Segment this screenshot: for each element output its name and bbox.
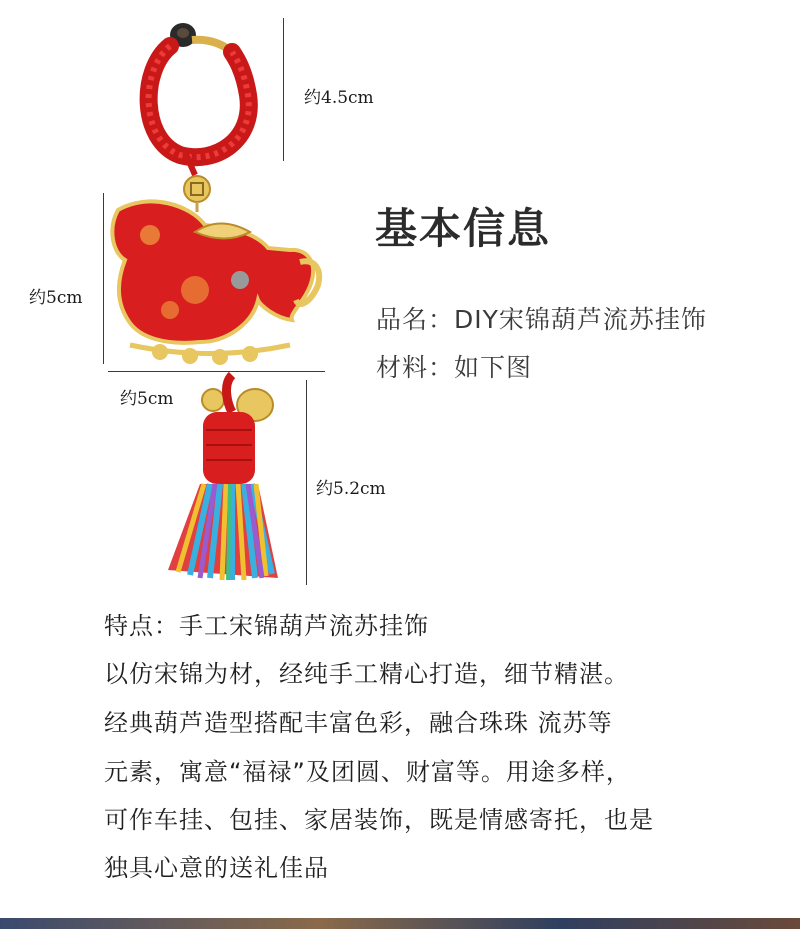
info-title: 基本信息 [375,204,552,253]
coin-charm [184,176,210,212]
tassel-dimension-line [306,380,307,585]
bottom-image-strip [0,918,800,929]
height-dimension-line [103,193,104,364]
loop-dimension-line [283,18,284,161]
feature-line: 元素，寓意“福禄”及团圆、财富等。用途多样， [104,758,631,786]
width-dimension-label: 约5cm [120,389,174,409]
knot-button [170,23,232,52]
feature-line: 以仿宋锦为材，经纯手工精心打造，细节精湛。 [104,660,629,688]
product-material: 材料：如下图 [376,353,533,382]
feature-line: 经典葫芦造型搭配丰富色彩，融合珠珠 流苏等 [104,709,613,737]
product-name: 品名：DIY宋锦葫芦流苏挂饰 [376,305,707,334]
height-dimension-label: 约5cm [29,288,83,308]
width-dimension-line [108,371,325,372]
tassel-dimension-label: 约5.2cm [316,479,386,499]
brocade-horse [112,201,319,365]
feature-line: 特点：手工宋锦葫芦流苏挂饰 [104,612,429,640]
loop-dimension-label: 约4.5cm [304,88,374,108]
feature-line: 可作车挂、包挂、家居装饰，既是情感寄托，也是 [104,806,654,834]
feature-line: 独具心意的送礼佳品 [104,854,329,882]
red-cord-loop [149,46,249,175]
